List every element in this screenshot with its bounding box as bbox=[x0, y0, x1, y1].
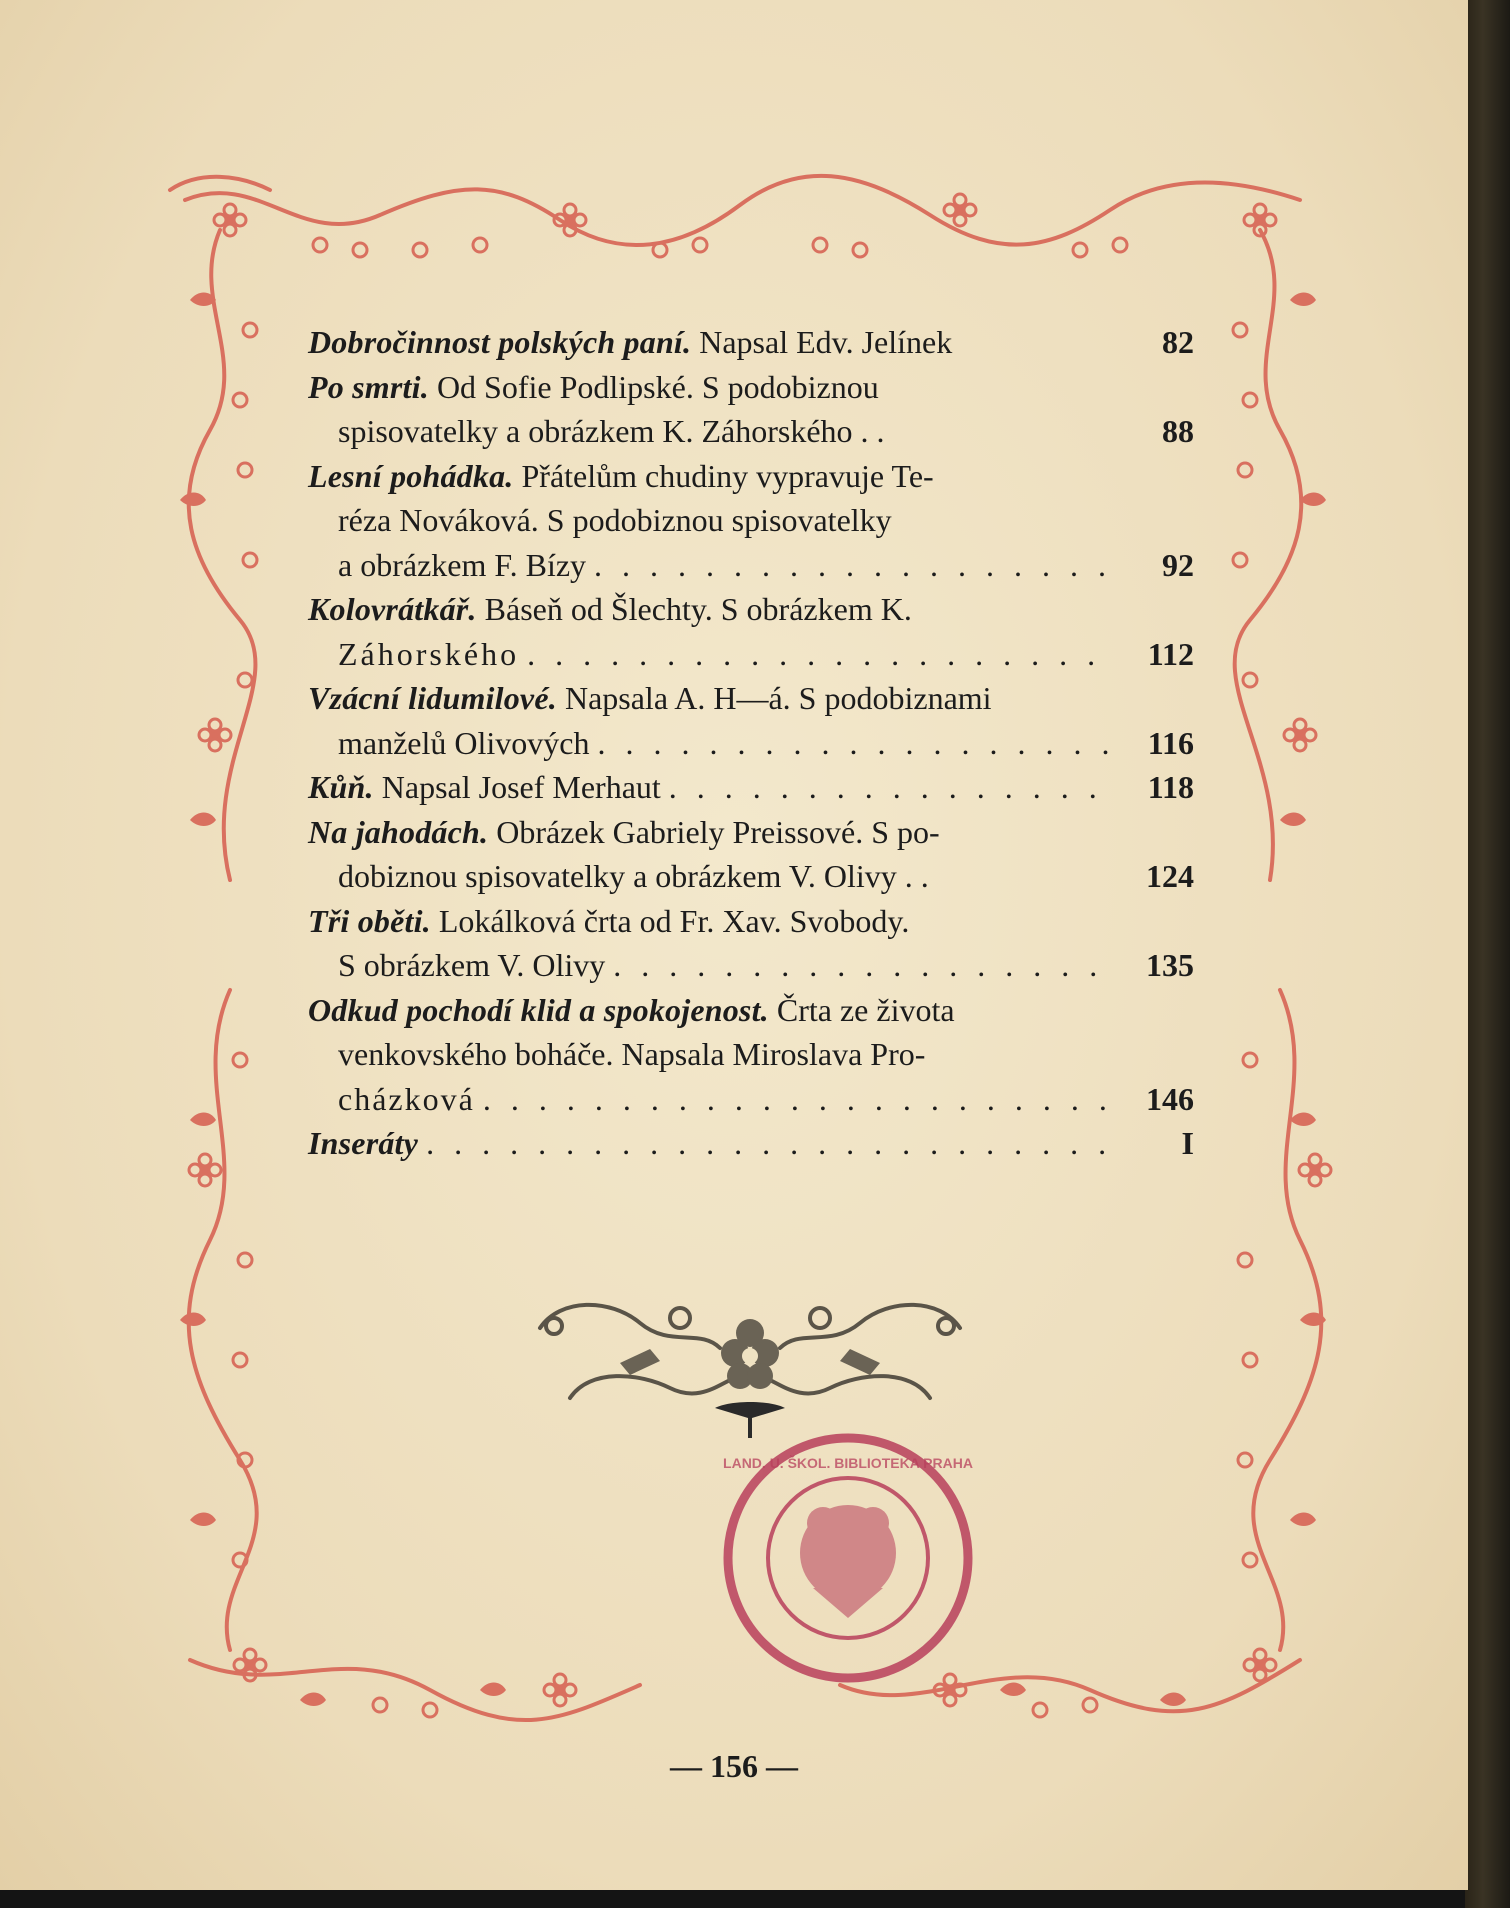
toc-entry-text: manželů Olivových bbox=[338, 724, 590, 761]
toc-entry-text: venkovského boháče. Napsala Miroslava Pro- bbox=[338, 1036, 926, 1072]
leader-dots bbox=[589, 721, 1114, 766]
toc-entry-text: Lokálková črta od Fr. Xav. Svobody. bbox=[438, 902, 910, 939]
toc-entry bbox=[308, 587, 1194, 676]
toc-entry bbox=[308, 1121, 1194, 1166]
library-stamp bbox=[718, 1428, 978, 1688]
leader-dots bbox=[418, 1121, 1114, 1166]
toc-entry bbox=[308, 320, 1194, 365]
toc-page-number: 118 bbox=[1147, 769, 1194, 805]
center-ornament bbox=[530, 1288, 970, 1438]
toc-entry-text: cházková bbox=[338, 1080, 475, 1117]
toc-page-number: 88 bbox=[1162, 413, 1194, 449]
toc-entry-title: Kůň. bbox=[308, 769, 374, 805]
toc-page-number: 124 bbox=[1146, 858, 1194, 894]
toc-entry-text: Napsal Edv. Jelínek bbox=[699, 324, 953, 360]
toc-entry-text: dobiznou spisovatelky a obrázkem V. Olivy . . bbox=[338, 858, 929, 894]
leader-dots bbox=[475, 1077, 1114, 1122]
toc-entry-text: Obrázek Gabriely Preissové. S po- bbox=[496, 813, 940, 850]
svg-text:LAND. U. ŠKOL. BIBLIOTEKA PRAH bbox=[723, 1454, 973, 1471]
toc-page-number: 112 bbox=[1147, 635, 1194, 672]
toc-entry-text: réza Nováková. S podobiznou spisovatelky bbox=[338, 502, 892, 538]
toc-entry bbox=[308, 988, 1194, 1122]
toc-entry-text: Záhorského bbox=[338, 635, 520, 672]
stamp-text: LAND. U. ŠKOL. BIBLIOTEKA PRAHA bbox=[723, 1455, 973, 1471]
toc-entry-text: Báseň od Šlechty. S obrázkem K. bbox=[484, 591, 912, 627]
leader-dots bbox=[605, 943, 1114, 988]
toc-entry bbox=[308, 365, 1194, 454]
table-of-contents bbox=[308, 320, 1194, 1166]
page-number-footer: — 156 — bbox=[670, 1748, 798, 1784]
leader-dots bbox=[586, 543, 1114, 588]
toc-entry-title: Po smrti. bbox=[308, 368, 429, 405]
toc-entry-title: Kolovrátkář. bbox=[308, 591, 477, 627]
toc-entry-title: Dobročinnost polských paní. bbox=[308, 324, 692, 360]
toc-entry bbox=[308, 454, 1194, 588]
toc-page-number: 146 bbox=[1146, 1080, 1194, 1117]
toc-entry-text: Od Sofie Podlipské. S podobiznou bbox=[436, 368, 879, 405]
toc-page-number: 135 bbox=[1146, 947, 1194, 983]
toc-entry bbox=[308, 765, 1194, 810]
toc-entry-text: spisovatelky a obrázkem K. Záhorského . . bbox=[338, 413, 885, 449]
toc-entry-text: Napsala A. H—á. S podobiznami bbox=[564, 680, 992, 716]
toc-entry-text: S obrázkem V. Olivy bbox=[338, 947, 606, 983]
toc-entry bbox=[308, 676, 1194, 765]
toc-page-number: 116 bbox=[1147, 724, 1194, 761]
leader-dots bbox=[519, 632, 1114, 677]
toc-entry-text: Napsal Josef Merhaut bbox=[381, 769, 661, 805]
toc-page-number: 82 bbox=[1162, 324, 1194, 360]
toc-page-number: I bbox=[1181, 1125, 1194, 1161]
book-spine bbox=[1465, 0, 1510, 1908]
toc-entry bbox=[308, 899, 1194, 988]
toc-entry bbox=[308, 810, 1194, 899]
toc-entry-title: Lesní pohádka. bbox=[308, 457, 514, 494]
toc-entry-title: Odkud pochodí klid a spokojenost. bbox=[308, 991, 769, 1028]
leader-dots bbox=[661, 765, 1114, 810]
toc-page-number: 92 bbox=[1162, 546, 1194, 583]
toc-entry-title: Tři oběti. bbox=[308, 902, 431, 939]
toc-entry-title: Inseráty bbox=[308, 1125, 419, 1161]
toc-entry-title: Vzácní lidumilové. bbox=[308, 680, 557, 716]
toc-entry-text: Přátelům chudiny vypravuje Te- bbox=[521, 457, 934, 494]
toc-entry-text: Črta ze života bbox=[776, 991, 955, 1028]
toc-entry-text: a obrázkem F. Bízy bbox=[338, 546, 587, 583]
toc-entry-title: Na jahodách. bbox=[308, 813, 489, 850]
